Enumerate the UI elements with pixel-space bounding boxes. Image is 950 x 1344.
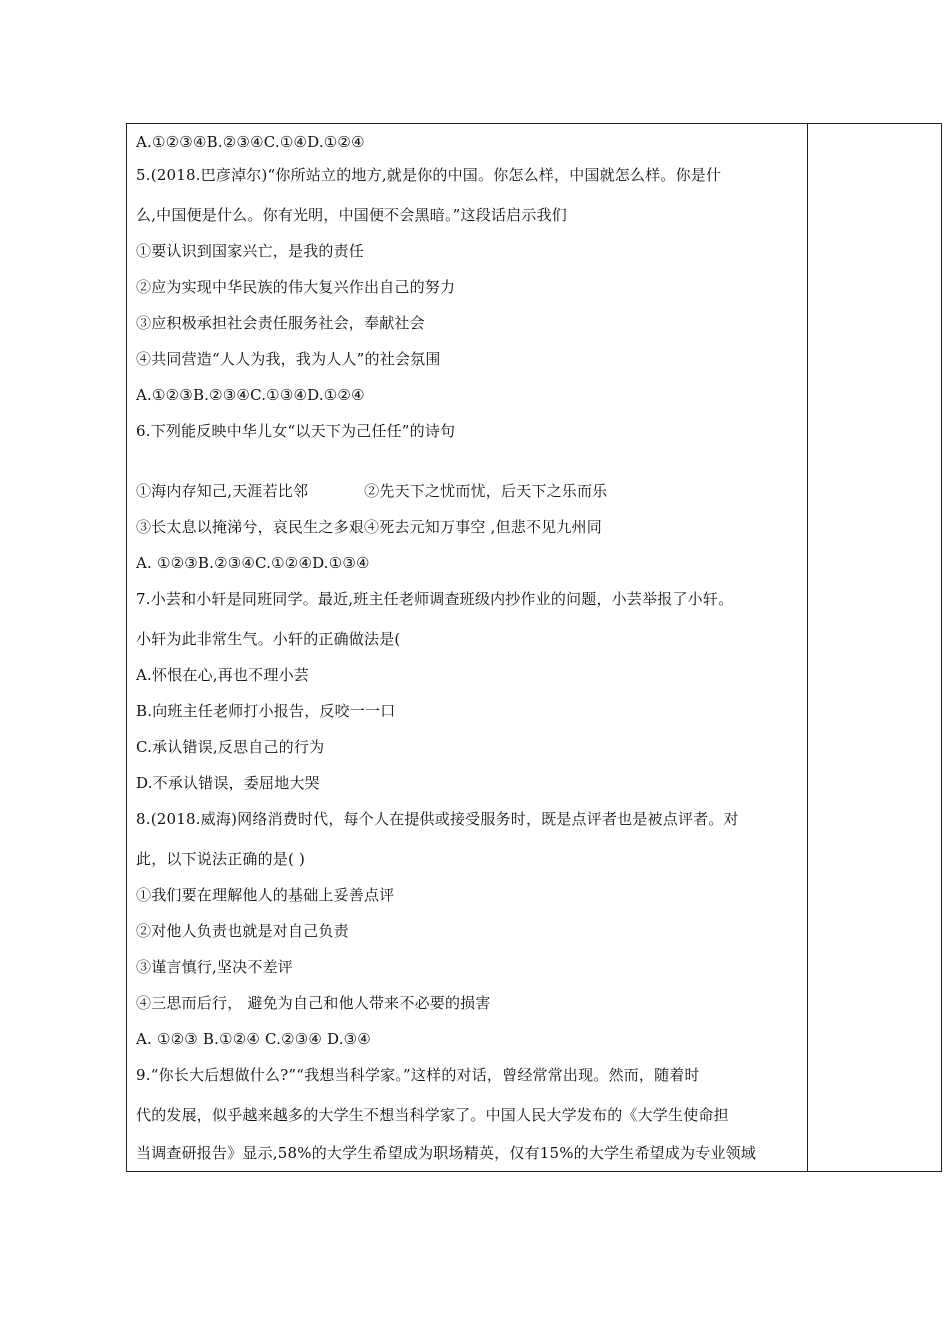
question-7-option-d: D.不承认错误，委屈地大哭 [136,774,320,792]
question-9-stem-line-3: 当调查研报告》显示,58%的大学生希望成为职场精英，仅有15%的大学生希望成为专业领域 [136,1144,757,1162]
answer-options-q5: A.①②③B.②③④C.①③④D.①②④ [136,386,365,404]
question-6-poems-1-2 [136,482,607,500]
question-5-item-4: ④共同营造“人人为我，我为人人”的社会氛围 [136,350,441,368]
question-9-stem-line-1: 9.“你长大后想做什么?”“我想当科学家。”这样的对话，曾经常常出现。然而，随着时 [136,1066,700,1084]
question-7-stem-line-1: 7.小芸和小轩是同班同学。最近,班主任老师调查班级内抄作业的问题，小芸举报了小轩。 [136,590,734,608]
question-5-stem-line-1: 5.(2018.巴彦淖尔)“你所站立的地方,就是你的中国。你怎么样，中国就怎么样。你是什 [136,166,722,184]
question-5-item-2: ②应为实现中华民族的伟大复兴作出自己的努力 [136,278,456,296]
answer-options-q4: A.①②③④B.②③④C.①④D.①②④ [136,133,365,151]
answer-options-q6: A. ①②③B.②③④C.①②④D.①③④ [136,554,370,572]
question-6-stem: 6.下列能反映中华儿女“以天下为己任任”的诗句 [136,422,456,440]
question-cell [127,124,807,1171]
question-7-stem-line-2: 小轩为此非常生气。小轩的正确做法是( [136,630,401,648]
question-7-option-a: A.怀恨在心,再也不理小芸 [136,666,309,684]
notes-cell [808,124,942,1171]
question-5-stem-line-2: 么,中国便是什么。你有光明，中国便不会黑暗。”这段话启示我们 [136,206,567,224]
question-5-item-1: ①要认识到国家兴亡，是我的责任 [136,242,365,260]
question-7-option-c: C.承认错误,反思自己的行为 [136,738,325,756]
question-8-item-1: ①我们要在理解他人的基础上妥善点评 [136,886,395,904]
poem-item-2: ②先天下之忧而忧，后天下之乐而乐 [364,482,608,500]
question-8-stem-line-2: 此，以下说法正确的是( ) [136,850,306,868]
question-8-item-2: ②对他人负责也就是对自己负责 [136,922,349,940]
question-5-item-3: ③应积极承担社会责任服务社会，奉献社会 [136,314,425,332]
question-8-item-3: ③谨言慎行,坚决不差评 [136,958,293,976]
question-table [126,123,942,1172]
poem-item-1: ①海内存知己,天涯若比邻 [136,482,309,500]
question-7-option-b: B.向班主任老师打小报告，反咬一一口 [136,702,396,720]
question-9-stem-line-2: 代的发展，似乎越来越多的大学生不想当科学家了。中国人民大学发布的《大学生使命担 [136,1106,729,1124]
question-8-stem-line-1: 8.(2018.威海)网络消费时代，每个人在提供或接受服务时，既是点评者也是被点评者。对 [136,810,739,828]
answer-options-q8: A. ①②③ B.①②④ C.②③④ D.③④ [136,1030,371,1048]
question-8-item-4: ④三思而后行， 避免为自己和他人带来不必要的损害 [136,994,491,1012]
question-6-poems-3-4: ③长太息以掩涕兮，哀民生之多艰④死去元知万事空 ,但悲不见九州同 [136,518,602,536]
